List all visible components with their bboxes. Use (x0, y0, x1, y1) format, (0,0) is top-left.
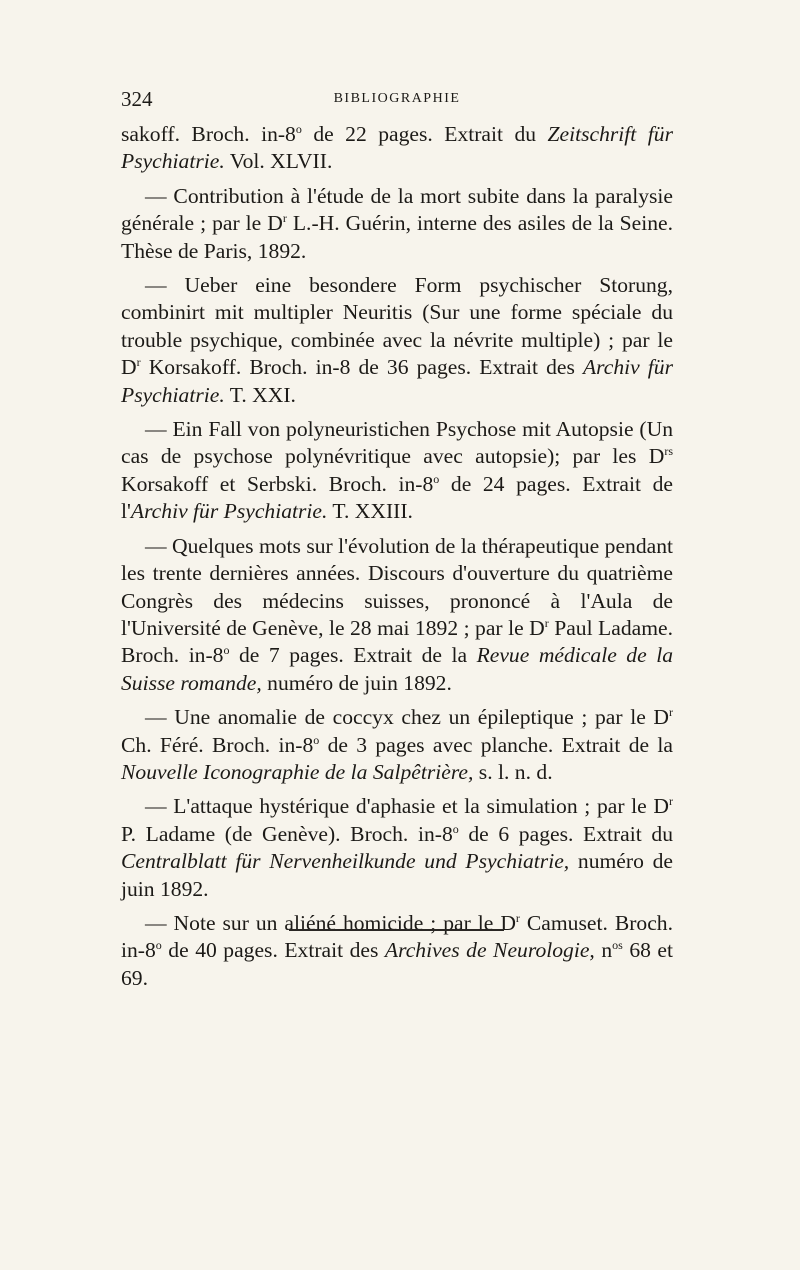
superscript: o (313, 732, 320, 747)
entry-text: Vol. XLVII. (224, 149, 333, 174)
italic-title: Archiv für Psychiatrie. (121, 355, 673, 407)
running-title: BIBLIOGRAPHIE (333, 91, 461, 106)
superscript: r (669, 794, 673, 809)
superscript: r (515, 910, 520, 925)
bibliography-entry (121, 793, 673, 903)
bibliography-entry (121, 416, 673, 526)
entry-text: de 24 pages. Extrait de l' (121, 471, 673, 524)
entry-text: numéro de juin 1892. (121, 849, 673, 901)
bibliography-entry (121, 910, 673, 992)
entry-text: Camuset. Broch. in-8 (121, 910, 673, 963)
entry-text: — Note sur un aliéné homicide ; par le D (145, 910, 516, 935)
superscript: r (282, 211, 287, 226)
entry-text: de 3 pages avec planche. Extrait de la (319, 732, 673, 757)
italic-title: Nouvelle Iconographie de la Salpêtrière, (121, 759, 474, 784)
page-header (121, 87, 673, 113)
entry-text: L.-H. Guérin, interne des asiles de la Seine. Thèse de Paris, 1892. (121, 211, 674, 263)
superscript: r (544, 615, 549, 630)
bibliography-entry (121, 272, 673, 409)
entry-text: T. XXIII. (327, 499, 413, 524)
italic-title: Centralblatt für Nervenheilkunde und Psychiatrie, (121, 849, 570, 874)
entry-text: Paul Ladame. Broch. in-8 (121, 615, 673, 668)
entry-text: de 22 pages. Extrait du (301, 122, 548, 146)
entry-text: T. XXI. (224, 382, 296, 407)
bibliography-entry (121, 704, 673, 786)
italic-title: Revue médicale de la Suisse romande, (121, 643, 673, 695)
entry-text: de 6 pages. Extrait du (458, 821, 673, 846)
bibliography-entry (121, 183, 673, 265)
italic-title: Archiv für Psychiatrie. (130, 499, 328, 524)
entry-text: Korsakoff et Serbski. Broch. in-8 (121, 471, 434, 496)
entry-text: — Ueber eine besondere Form psychischer Storung, combinirt mit multipler Neuritis (Sur une forme spéciale du trouble psychique, combinée avec la névrite multiple) ; par le D (121, 273, 673, 380)
superscript: o (452, 821, 459, 836)
entry-text: — Une anomalie de coccyx chez un épileptique ; par le D (145, 705, 669, 730)
end-rule (289, 929, 504, 931)
bibliography-entry (121, 533, 673, 697)
entry-text: Ch. Féré. Broch. in-8 (121, 732, 314, 757)
superscript: r (669, 704, 673, 719)
superscript: o (433, 471, 440, 486)
entry-text: de 40 pages. Extrait des (161, 938, 385, 963)
entry-text: Korsakoff. Broch. in-8 de 36 pages. Extrait des (140, 355, 583, 380)
superscript: os (612, 938, 623, 953)
entry-text: 68 et 69. (121, 938, 674, 990)
entry-text: n (594, 938, 613, 963)
italic-title: Archives de Neurologie, (384, 938, 595, 963)
page-number: 324 (121, 87, 153, 111)
superscript: o (155, 938, 162, 953)
entry-text: P. Ladame (de Genève). Broch. in-8 (121, 821, 453, 846)
superscript: r (136, 355, 141, 370)
entry-text: — Quelques mots sur l'évolution de la thérapeutique pendant les trente dernières années. Discours d'ouverture du quatrième Congrès des médecins suisses, prononcé à l'Aula de l'Université de Genève, le 28 mai 1892 ; par le D (121, 533, 674, 640)
italic-title: Zeitschrift für Psychiatrie. (121, 122, 673, 174)
entry-text: numéro de juin 1892. (261, 670, 452, 695)
entry-text: sakoff. Broch. in-8 (121, 122, 296, 146)
entry-text: — Ein Fall von polyneuristichen Psychose mit Autopsie (Un cas de psychose polynévritique avec autopsie); par les D (121, 417, 673, 469)
entry-text: s. l. n. d. (473, 759, 553, 784)
bibliography-body (121, 121, 673, 992)
bibliography-entry (121, 121, 673, 176)
entry-text: — L'attaque hystérique d'aphasie et la simulation ; par le D (145, 794, 669, 819)
superscript: o (223, 643, 230, 658)
superscript: rs (664, 444, 673, 459)
entry-text: — Contribution à l'étude de la mort subite dans la paralysie générale ; par le D (121, 183, 673, 236)
entry-text: de 7 pages. Extrait de la (229, 643, 477, 668)
superscript: o (295, 121, 302, 136)
